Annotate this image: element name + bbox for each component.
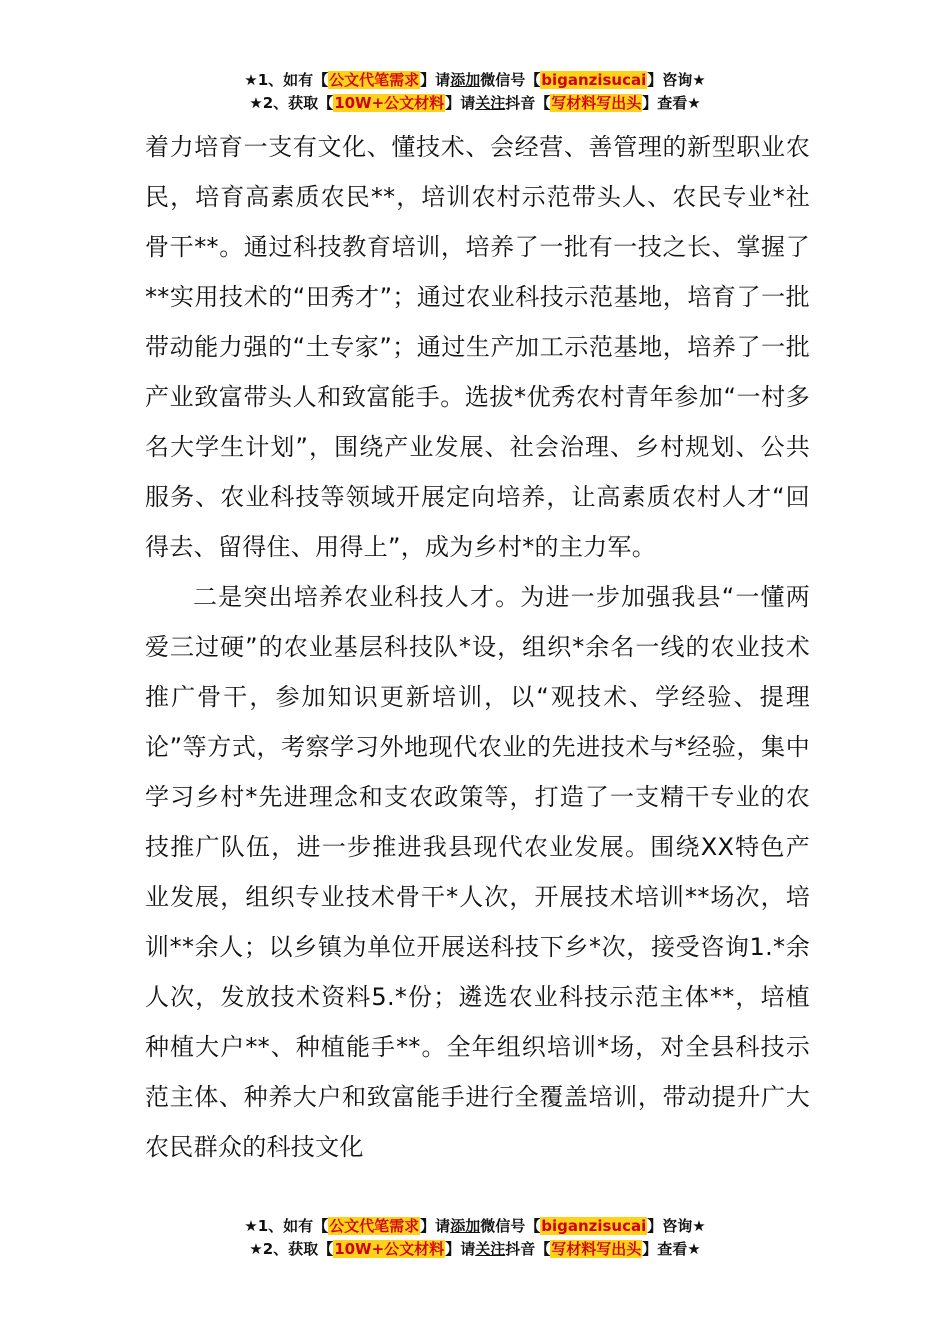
highlight-ghostwriting: 公文代笔需求 [329, 1217, 420, 1235]
paragraph-2: 二是突出培养农业科技人才。为进一步加强我县“一懂两爱三过硬”的农业基层科技队*设，组织*余名一线的农业技术推广骨干，参加知识更新培训，以“观技术、学经验、提理论”等方式，考察学习外地现代农业的先进技术与*经验，集中学习乡村*先进理念和支农政策等，打造了一支精干专业的农技推广队伍，进一步推进我县现代农业发展。围绕XX特色产业发展，组织专业技术骨干*人次，开展技术培训**场次，培训**余人；以乡镇为单位开展送科技下乡*次，接受咨询1.*余人次，发放技术资料5.*份；遴选农业科技示范主体**，培植种植大户**、种植能手**。全年组织培训*场，对全县科技示范主体、种养大户和致富能手进行全覆盖培训，带动提升广大农民群众的科技文化 [145, 583, 810, 1161]
highlight-douyin: 写材料写出头 [551, 1240, 642, 1258]
footer-banner [0, 1215, 950, 1261]
header-banner [0, 69, 950, 115]
footer-line-1: ★1、如有【公文代笔需求】请添加微信号【biganzisucai】咨询★ [244, 1217, 706, 1235]
highlight-wechat-id: biganzisucai [541, 1217, 647, 1235]
highlight-materials: 10W+公文材料 [334, 1240, 445, 1258]
highlight-materials: 10W+公文材料 [334, 94, 445, 112]
highlight-ghostwriting: 公文代笔需求 [329, 71, 420, 89]
header-line-2: ★2、获取【10W+公文材料】请关注抖音【写材料写出头】查看★ [249, 94, 701, 112]
footer-line-2: ★2、获取【10W+公文材料】请关注抖音【写材料写出头】查看★ [249, 1240, 701, 1258]
highlight-douyin: 写材料写出头 [551, 94, 642, 112]
highlight-wechat-id: biganzisucai [541, 71, 647, 89]
header-line-1: ★1、如有【公文代笔需求】请添加微信号【biganzisucai】咨询★ [244, 71, 706, 89]
paragraph-1: 着力培育一支有文化、懂技术、会经营、善管理的新型职业农民，培育高素质农民**，培训农村示范带头人、农民专业*社骨干**。通过科技教育培训，培养了一批有一技之长、掌握了**实用技术的“田秀才”；通过农业科技示范基地，培育了一批带动能力强的“土专家”；通过生产加工示范基地，培养了一批产业致富带头人和致富能手。选拔*优秀农村青年参加“一村多名大学生计划”，围绕产业发展、社会治理、乡村规划、公共服务、农业科技等领域开展定向培养，让高素质农村人才“回得去、留得住、用得上”，成为乡村*的主力军。 [145, 133, 810, 561]
document-body [145, 122, 810, 1172]
